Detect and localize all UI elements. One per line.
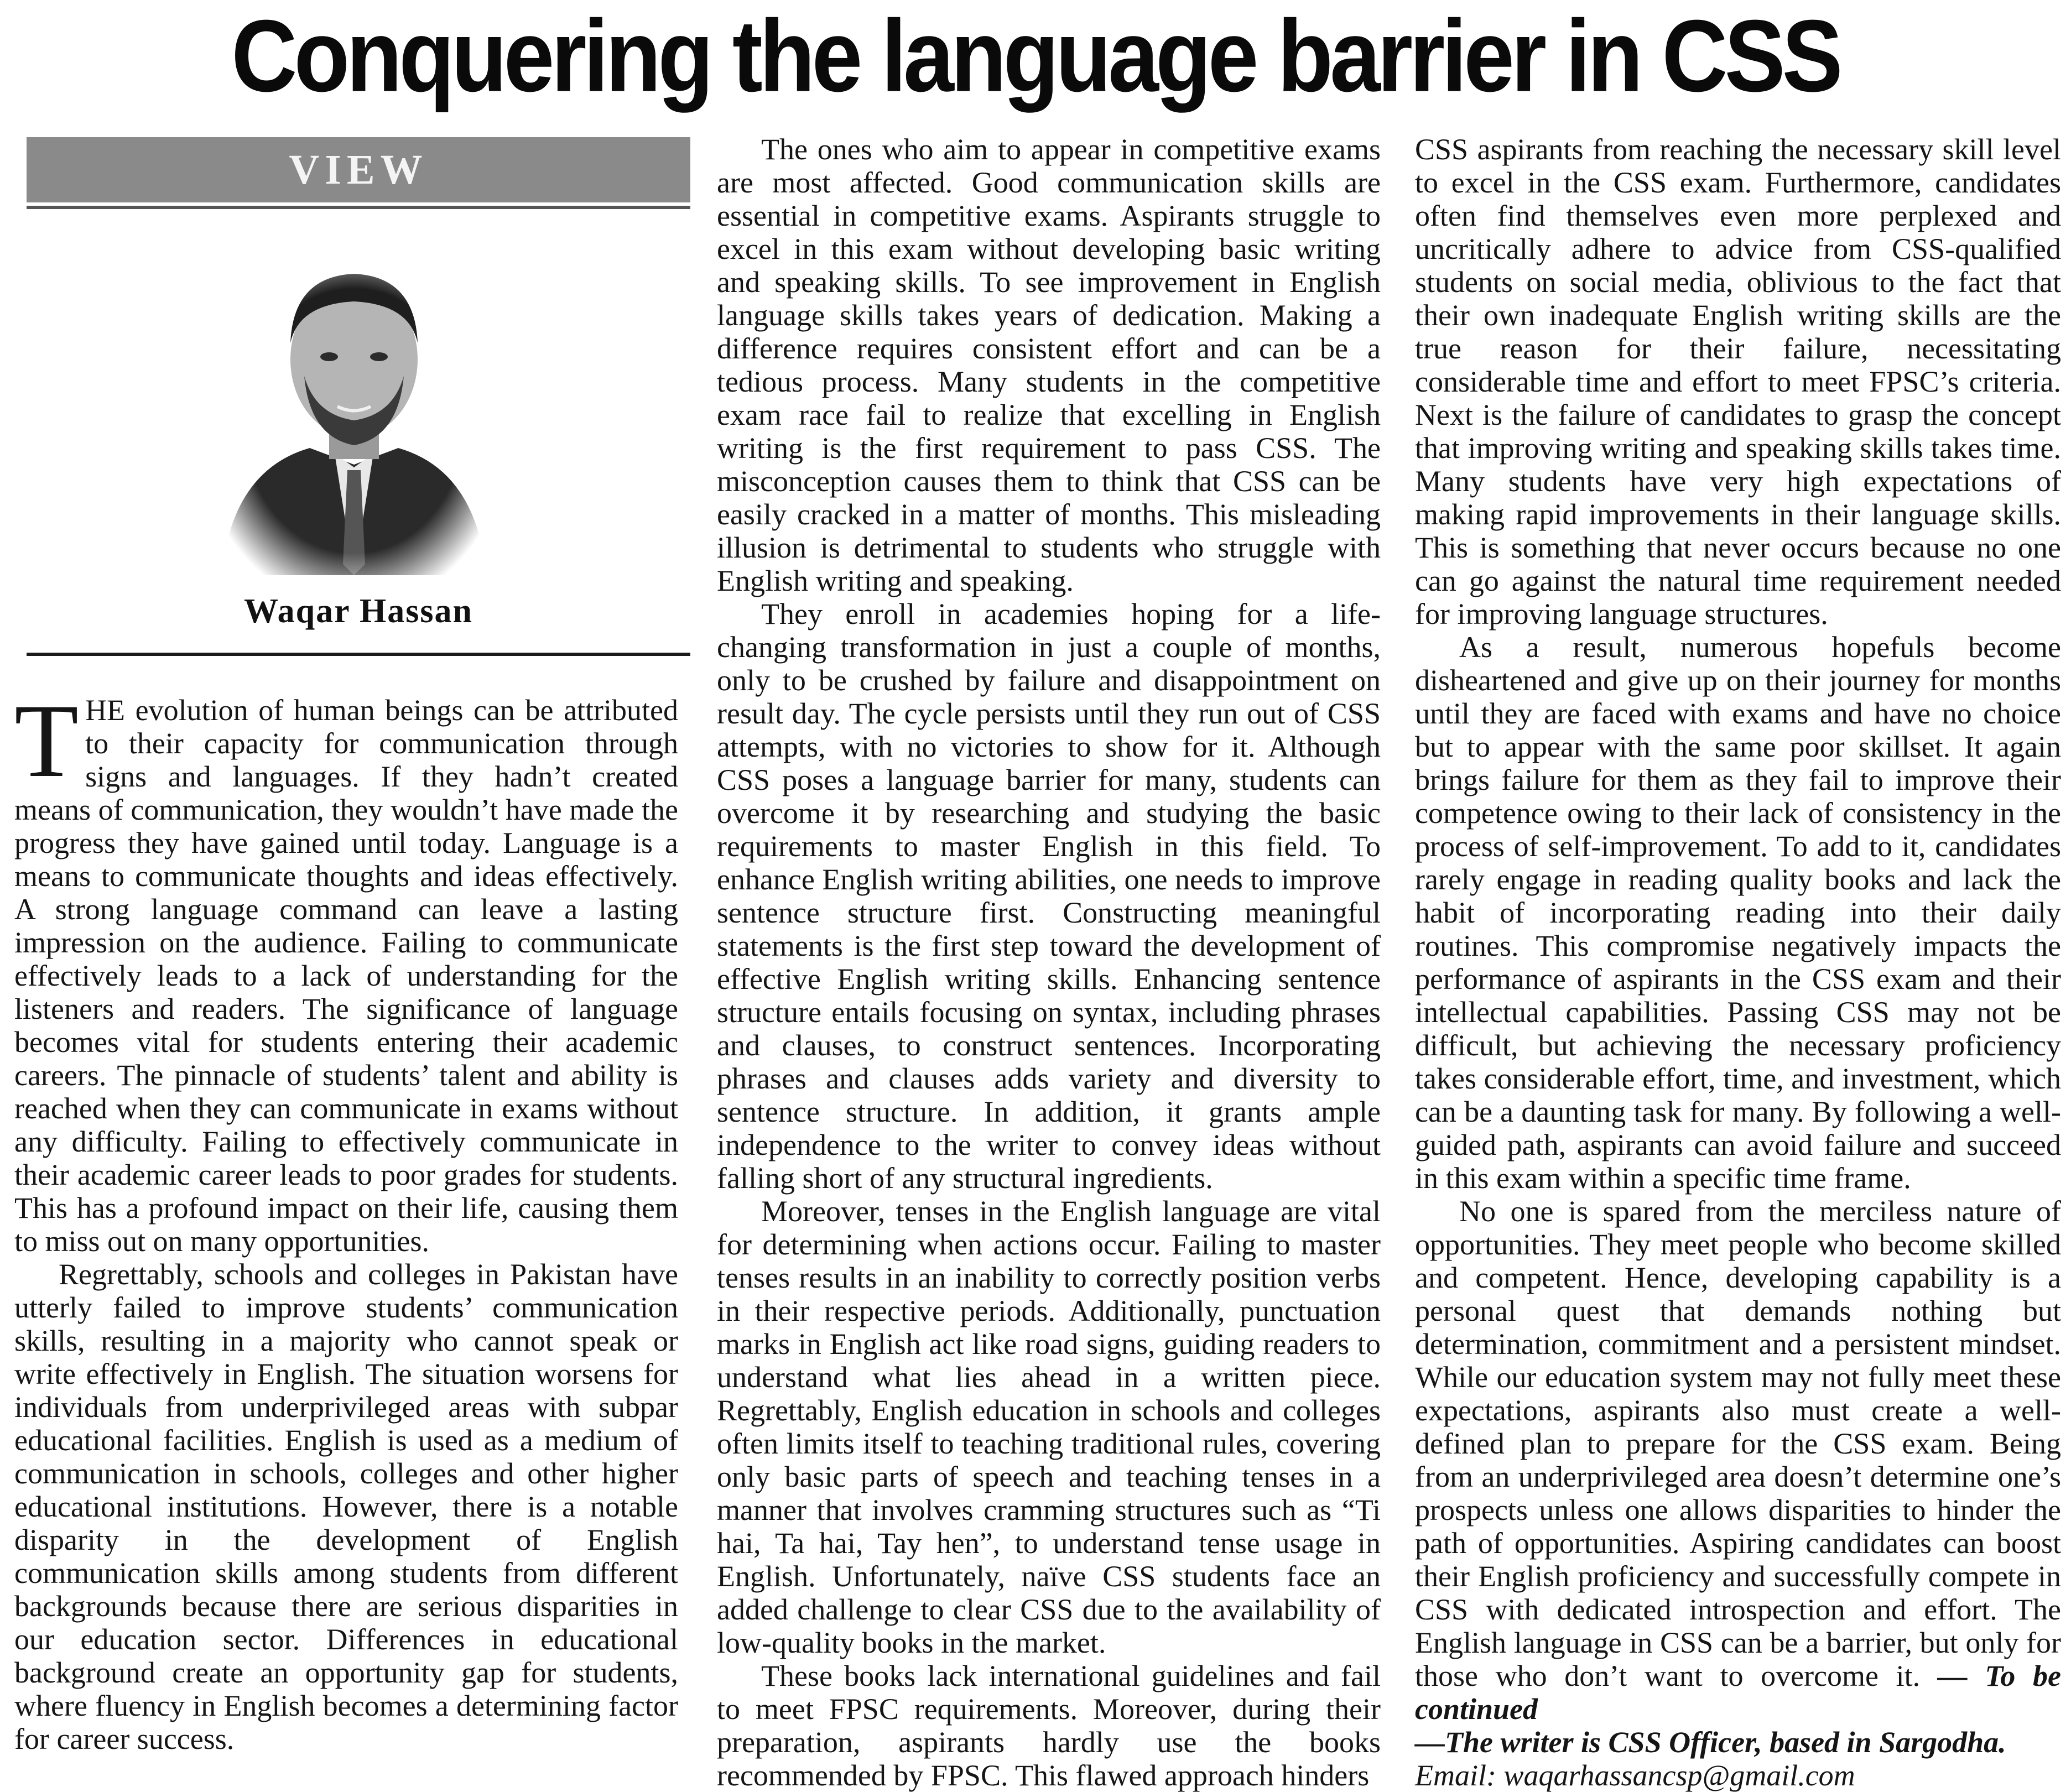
headline: Conquering the language barrier in CSS xyxy=(231,0,1840,113)
article-column-1 xyxy=(14,683,678,1761)
paragraph xyxy=(14,683,678,1258)
paragraph: They enroll in academies hoping for a life-changing transformation in just a couple of months, only to be crushed by failure and disappointment on result day. The cycle persists until they run out of CSS attempts, with no victories to show for it. Although CSS poses a language barrier for many, students can overcome it by researching and studying the basic requirements to master English in this field. To enhance English writing abilities, one needs to improve sentence structure first. Constructing meaningful statements is the first step toward the development of effective English writing skills. Enhancing sentence structure entails focusing on syntax, including phrases and clauses, to construct sentences. Incorporating phrases and clauses adds variety and diversity to sentence structure. In addition, it grants ample independence to the writer to convey ideas without falling short of any structural ingredients. xyxy=(717,597,1381,1195)
paragraph: Regrettably, schools and colleges in Pakistan have utterly failed to improve students’ communication skills, resulting in a majority who cannot speak or write effectively in English. The situation worsens for individuals from underprivileged areas with subpar educational facilities. English is used as a medium of communication in schools, colleges and other higher educational institutions. However, there is a notable disparity in the development of English communication skills among students from different backgrounds because there are serious disparities in our education sector. Differences in educational background create an opportunity gap for students, where fluency in English becomes a determining factor for career success. xyxy=(14,1258,678,1755)
section-label: VIEW xyxy=(27,137,690,202)
author-photo xyxy=(210,232,498,575)
article-column-3 xyxy=(1415,133,2062,1792)
article-column-2 xyxy=(717,133,1381,1792)
paragraph: CSS aspirants from reaching the necessary skill level to excel in the CSS exam. Furthermore, candidates often find themselves even more perplexed and uncritically adhere to advice from CSS-qualified students on social media, oblivious to the fact that their own inadequate English writing skills are the true reason for their failure, necessitating considerable time and effort to meet FPSC’s criteria. Next is the failure of candidates to grasp the concept that improving writing and speaking skills takes time. Many students have very high expectations of making rapid improvements in their language skills. This is something that never occurs because no one can go against the natural time requirement needed for improving language structures. xyxy=(1415,133,2061,631)
author-email[interactable]: Email: waqarhassancsp@gmail.com xyxy=(1415,1759,1855,1792)
section-divider xyxy=(27,206,690,209)
paragraph: These books lack international guidelines and fail to meet FPSC requirements. Moreover, during their preparation, aspirants hardly use the books recommended by FPSC. This flawed approach hinders xyxy=(717,1659,1381,1792)
paragraph: Moreover, tenses in the English language are vital for determining when actions occur. Failing to master tenses results in an inability to correctly position verbs in their respective periods. Additionally, punctuation marks in English act like road signs, guiding readers to understand what lies ahead in a written piece. Regrettably, English education in schools and colleges often limits itself to teaching traditional rules, covering only basic parts of speech and teaching tenses in a manner that involves cramming structures such as “Ti hai, Ta hai, Tay hen”, to understand tense usage in English. Unfortunately, naïve CSS students face an added challenge to clear CSS due to the availability of low-quality books in the market. xyxy=(717,1195,1381,1659)
author-divider xyxy=(27,653,690,656)
author-bio: —The writer is CSS Officer, based in Sargodha. xyxy=(1415,1726,2006,1759)
paragraph-text: No one is spared from the merciless nature of opportunities. They meet people who become skilled and competent. Hence, developing capability is a personal quest that demands nothing but determination, commitment and a persistent mindset. While our education system may not fully meet these expectations, aspirants also must create a well-defined plan to prepare for the CSS exam. Being from an underprivileged area doesn’t determine one’s prospects unless one allows disparities to hinder the path of opportunities. Aspiring candidates can boost their English proficiency and successfully compete in CSS with dedicated introspection and effort. The English language in CSS can be a barrier, but only for those who don’t want to overcome it. xyxy=(1415,1195,2061,1692)
continued-note: — To be continued xyxy=(1415,1659,2062,1726)
paragraph: The ones who aim to appear in competitive exams are most affected. Good communication skills are essential in competitive exams. Aspirants struggle to excel in this exam without developing basic writing and speaking skills. To see improvement in English language skills takes years of dedication. Making a difference requires consistent effort and can be a tedious process. Many students in the competitive exam race fail to realize that excelling in English writing is the first requirement to pass CSS. The misconception causes them to think that CSS can be easily cracked in a matter of months. This misleading illusion is detrimental to students who struggle with English writing and speaking. xyxy=(717,133,1381,597)
author-name: Waqar Hassan xyxy=(244,592,473,630)
paragraph: As a result, numerous hopefuls become disheartened and give up on their journey for months until they are faced with exams and have no choice but to appear with the same poor skillset. It again brings failure for them as they fail to improve their competence owing to their lack of consistency in the process of self-improvement. To add to it, candidates rarely engage in reading quality books and lack the habit of incorporating reading into their daily routines. This compromise negatively impacts the performance of aspirants in the CSS exam and their intellectual capabilities. Passing CSS may not be difficult, but achieving the necessary proficiency takes considerable effort, time, and investment, which can be a daunting task for many. By following a well-guided path, aspirants can avoid failure and succeed in this exam within a specific time frame. xyxy=(1415,631,2061,1195)
drop-cap: T xyxy=(14,683,79,799)
paragraph xyxy=(1415,1195,2061,1726)
paragraph-text: HE evolution of human beings can be attributed to their capacity for communication through signs and languages. If they hadn’t created means of communication, they wouldn’t have made the progress they have gained until today. Language is a means to communicate thoughts and ideas effectively. A strong language command can leave a lasting impression on the audience. Failing to communicate effectively leads to a lack of understanding for the listeners and readers. The significance of language becomes vital for students entering their academic careers. The pinnacle of students’ talent and ability is reached when they can communicate in exams without any difficulty. Failing to effectively communicate in their academic career leads to poor grades for students. This has a profound impact on their life, causing them to miss out on many opportunities. xyxy=(14,694,678,1258)
